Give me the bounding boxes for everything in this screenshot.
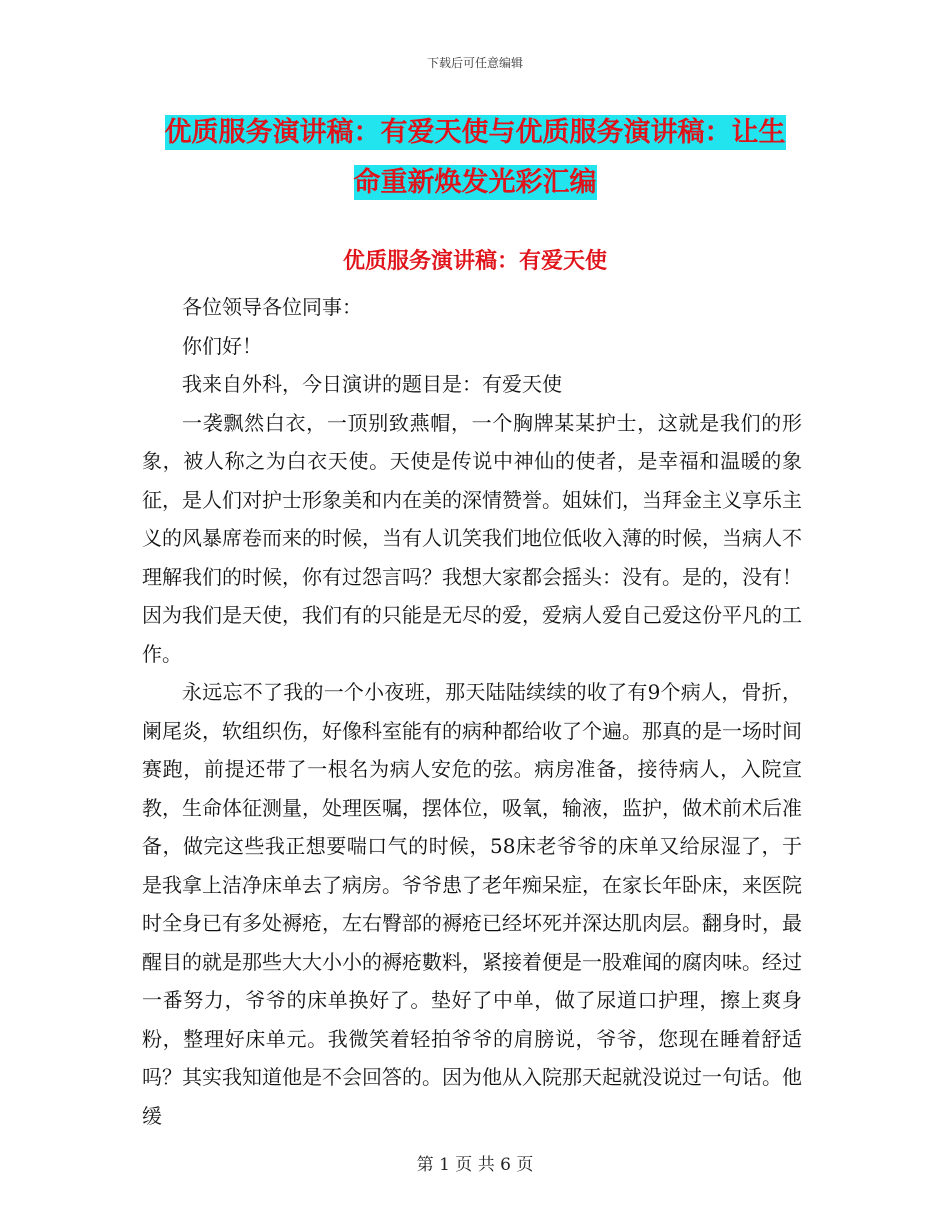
- paragraph-salutation: 各位领导各位同事：: [182, 295, 362, 319]
- document-body: [142, 288, 802, 1135]
- paragraph-body-2: 永远忘不了我的一个小夜班，那天陆陆续续的收了有9个病人，骨折，阑尾炎，软组织伤，好像科室能有的病种都给收了个遍。那真的是一场时间赛跑，前提还带了一根名为病人安危的弦。病房准备，接待病人，入院宣教，生命体征测量，处理医嘱，摆体位，吸氧，输液，监护，做术前术后准备，做完这些我正想要喘口气的时候，58床老爷爷的床单又给尿湿了，于是我拿上洁净床单去了病房。爷爷患了老年痴呆症，在家长年卧床，来医院时全身已有多处褥疮，左右臀部的褥疮已经坏死并深达肌肉层。翻身时，最醒目的就是那些大大小小的褥疮數料，紧接着便是一股难闻的腐肉味。经过一番努力，爷爷的床单换好了。垫好了中单，做了尿道口护理，擦上爽身粉，整理好床单元。我微笑着轻拍爷爷的肩膀说，爷爷，您现在睡着舒适吗？其实我知道他是不会回答的。因为他从入院那天起就没说过一句话。他缓: [142, 680, 802, 1128]
- section-title: 优质服务演讲稿：有爱天使: [342, 249, 607, 274]
- page-number-footer: 第 1 页 共 6 页: [416, 1155, 534, 1175]
- document-title: [110, 108, 840, 208]
- paragraph-intro: 我来自外科，今日演讲的题目是：有爱天使: [182, 372, 562, 396]
- paragraph-greeting: 你们好！: [182, 333, 262, 358]
- header-note: 下载后可任意编辑: [426, 56, 523, 70]
- document-title-line-2: 命重新焕发光彩汇编: [353, 167, 597, 198]
- paragraph-body-1: 一袭飘然白衣，一顶别致燕帽，一个胸牌某某护士，这就是我们的形象，被人称之为白衣天使。天使是传说中神仙的使者，是幸福和温暖的象征，是人们对护士形象美和内在美的深情赞誉。姐妹们，当拜金主义享乐主义的风暴席卷而来的时候，当有人讥笑我们地位低收入薄的时候，当病人不理解我们的时候，你有过怨言吗？我想大家都会摇头：没有。是的，没有！因为我们是天使，我们有的只能是无尽的爱，爱病人爱自己爱这份平凡的工作。: [142, 410, 802, 666]
- document-title-line-1: 优质服务演讲稿：有爱天使与优质服务演讲稿：让生: [164, 117, 786, 148]
